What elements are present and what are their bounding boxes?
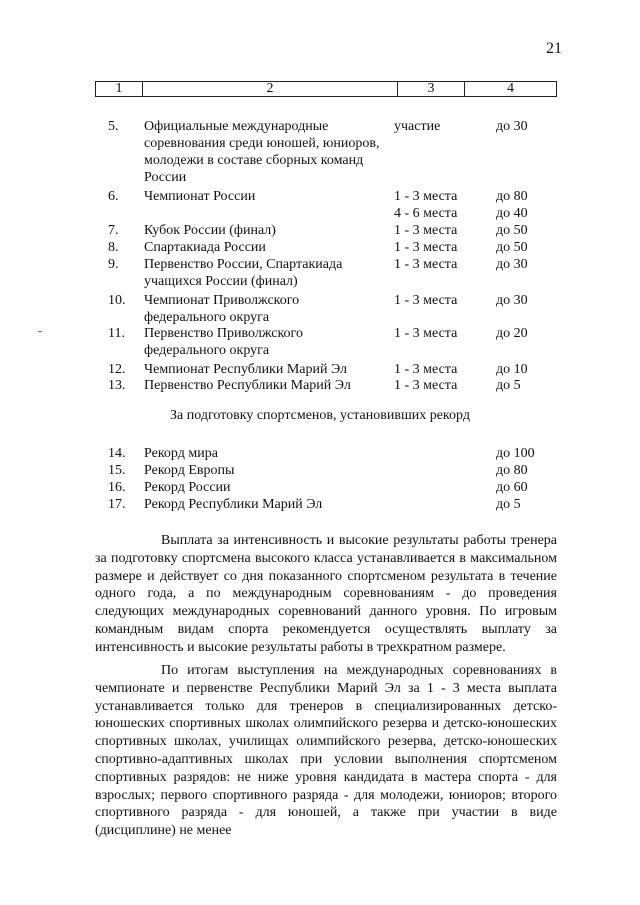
max-percent: до 5 xyxy=(496,378,521,393)
row-number: 16. xyxy=(108,480,126,495)
row-number: 7. xyxy=(108,223,119,238)
max-percent: до 80 xyxy=(496,463,528,478)
place-value: 1 - 3 места xyxy=(394,293,458,308)
paragraph-2 xyxy=(95,662,557,840)
page-number: 21 xyxy=(546,40,562,57)
header-col-1: 1 xyxy=(96,82,143,97)
header-col-4: 4 xyxy=(465,82,557,97)
max-percent: до 100 xyxy=(496,446,535,461)
max-percent: до 60 xyxy=(496,480,528,495)
row-number: 9. xyxy=(108,257,119,272)
row-number: 6. xyxy=(108,189,119,204)
competition-name: Первенство Республики Марий Эл xyxy=(144,378,351,393)
section-heading: За подготовку спортсменов, установивших рекорд xyxy=(170,408,470,423)
competition-name: Кубок России (финал) xyxy=(144,223,276,238)
max-percent: до 30 xyxy=(496,119,528,134)
place-value: 1 - 3 места xyxy=(394,223,458,238)
row-number: 5. xyxy=(108,119,119,134)
row-number: 10. xyxy=(108,293,126,308)
max-percent: до 50 xyxy=(496,240,528,255)
record-name: Рекорд мира xyxy=(144,446,218,461)
header-col-3: 3 xyxy=(398,82,465,97)
competition-name: Первенство Приволжского федерального округа xyxy=(144,326,303,358)
competition-name: Официальные международные соревнования среди юношей, юниоров, молодежи в составе сборных команд России xyxy=(144,119,380,185)
header-col-2: 2 xyxy=(143,82,398,97)
paragraph-2-text: По итогам выступления на международных соревнованиях в чемпионате и первенстве Республики Марий Эл за 1 - 3 места выплата устанавливается только для тренеров в специализированных детско-юношеских спортивных школах олимпийского резерва и детско-юношеских спортивных школах, училищах олимпийского резерва, детско-юношеских спортивно-адаптивных школах при условии выполнения спортсменом спортивных разрядов: не ниже уровня кандидата в мастера спорта - для взрослых; первого спортивного разряда - для молодежи, юниоров; второго спортивного разряда - для юношей, а также при участии в виде (дисциплине) не менее xyxy=(95,663,557,839)
max-percent: до 80 xyxy=(496,189,528,204)
competition-name: Чемпионат Приволжского федерального округа xyxy=(144,293,300,325)
paragraph-1 xyxy=(95,532,557,657)
place-value: 4 - 6 места xyxy=(394,206,458,221)
place-value: участие xyxy=(394,119,441,134)
row-number: 17. xyxy=(108,497,126,512)
max-percent: до 50 xyxy=(496,223,528,238)
competition-name: Чемпионат России xyxy=(144,189,256,204)
competition-name: Спартакиада России xyxy=(144,240,266,255)
row-number: 14. xyxy=(108,446,126,461)
record-name: Рекорд России xyxy=(144,480,231,495)
place-value: 1 - 3 места xyxy=(394,326,458,341)
place-value: 1 - 3 места xyxy=(394,378,458,393)
max-percent: до 10 xyxy=(496,362,528,377)
record-name: Рекорд Европы xyxy=(144,463,235,478)
row-number: 8. xyxy=(108,240,119,255)
max-percent: до 30 xyxy=(496,293,528,308)
row-number: 12. xyxy=(108,362,126,377)
max-percent: до 20 xyxy=(496,326,528,341)
record-name: Рекорд Республики Марий Эл xyxy=(144,497,323,512)
competition-name: Первенство России, Спартакиада учащихся России (финал) xyxy=(144,257,343,289)
row-number: 11. xyxy=(108,326,125,341)
max-percent: до 30 xyxy=(496,257,528,272)
place-value: 1 - 3 места xyxy=(394,257,458,272)
place-value: 1 - 3 места xyxy=(394,189,458,204)
place-value: 1 - 3 места xyxy=(394,240,458,255)
competition-name: Чемпионат Республики Марий Эл xyxy=(144,362,348,377)
paragraph-1-text: Выплата за интенсивность и высокие результаты работы тренера за подготовку спортсмена высокого класса устанавливается в максимальном размере и действует со дня показанного спортсменом результата в течение одного года, а по международным соревнованиям - до проведения следующих международных соревнований данного уровня. По игровым командным видам спорта рекомендуется осуществлять выплату за интенсивность и высокие результаты работы в трехкратном размере. xyxy=(95,533,557,655)
row-number: 13. xyxy=(108,378,126,393)
max-percent: до 5 xyxy=(496,497,521,512)
margin-mark xyxy=(38,331,42,332)
place-value: 1 - 3 места xyxy=(394,362,458,377)
table-header xyxy=(95,81,557,97)
row-number: 15. xyxy=(108,463,126,478)
max-percent: до 40 xyxy=(496,206,528,221)
